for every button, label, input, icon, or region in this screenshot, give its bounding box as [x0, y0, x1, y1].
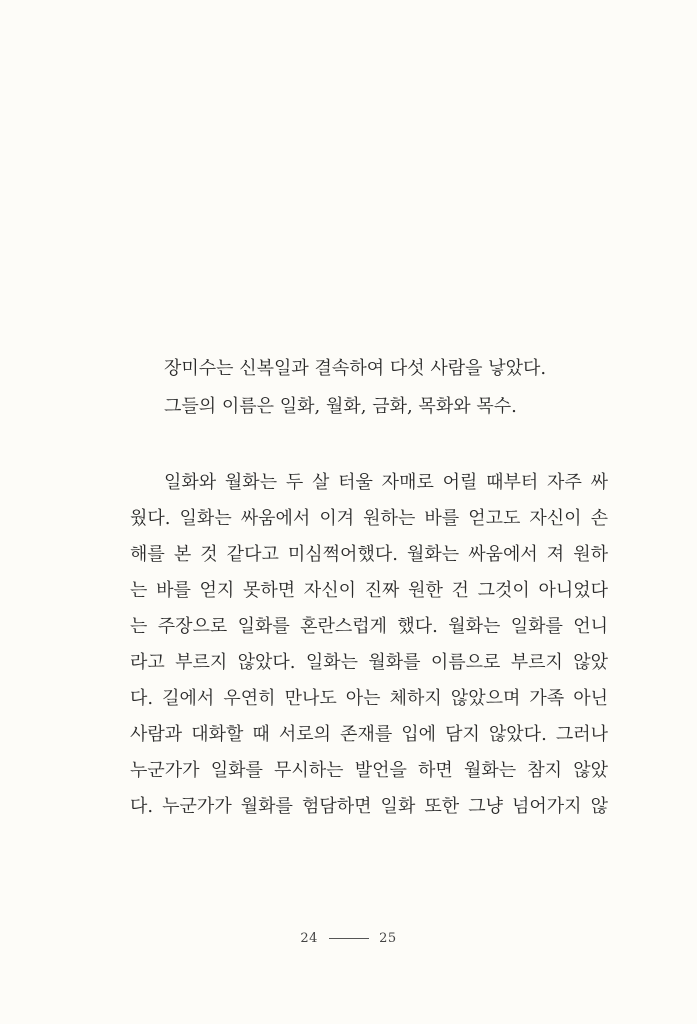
body-line: 해를 본 것 같다고 미심쩍어했다. 월화는 싸움에서 져 원하 [130, 544, 608, 565]
intro-line: 그들의 이름은 일화, 월화, 금화, 목화와 목수. [164, 396, 517, 417]
body-line: 사람과 대화할 때 서로의 존재를 입에 담지 않았다. 그러나 [130, 724, 608, 745]
body-line: 다. 누군가가 월화를 험담하면 일화 또한 그냥 넘어가지 않 [130, 796, 608, 817]
body-line: 일화와 월화는 두 살 터울 자매로 어릴 때부터 자주 싸 [164, 472, 608, 493]
body-line: 웠다. 일화는 싸움에서 이겨 원하는 바를 얻고도 자신이 손 [130, 508, 608, 529]
body-paragraph [130, 465, 608, 825]
left-page-number: 24 [300, 931, 318, 946]
right-page-number: 25 [379, 931, 397, 946]
body-line: 누군가가 일화를 무시하는 발언을 하면 월화는 참지 않았 [130, 760, 608, 781]
intro-line: 장미수는 신복일과 결속하여 다섯 사람을 낳았다. [164, 358, 547, 379]
page-numbers [0, 931, 697, 946]
body-line: 다. 길에서 우연히 만나도 아는 체하지 않았으며 가족 아닌 [130, 688, 608, 709]
body-line: 라고 부르지 않았다. 일화는 월화를 이름으로 부르지 않았 [130, 652, 608, 673]
body-line: 는 주장으로 일화를 혼란스럽게 했다. 월화는 일화를 언니 [130, 616, 608, 637]
page-number-divider [329, 938, 369, 939]
body-line: 는 바를 얻지 못하면 자신이 진짜 원한 건 그것이 아니었다 [130, 580, 608, 601]
intro-paragraph [130, 350, 610, 426]
